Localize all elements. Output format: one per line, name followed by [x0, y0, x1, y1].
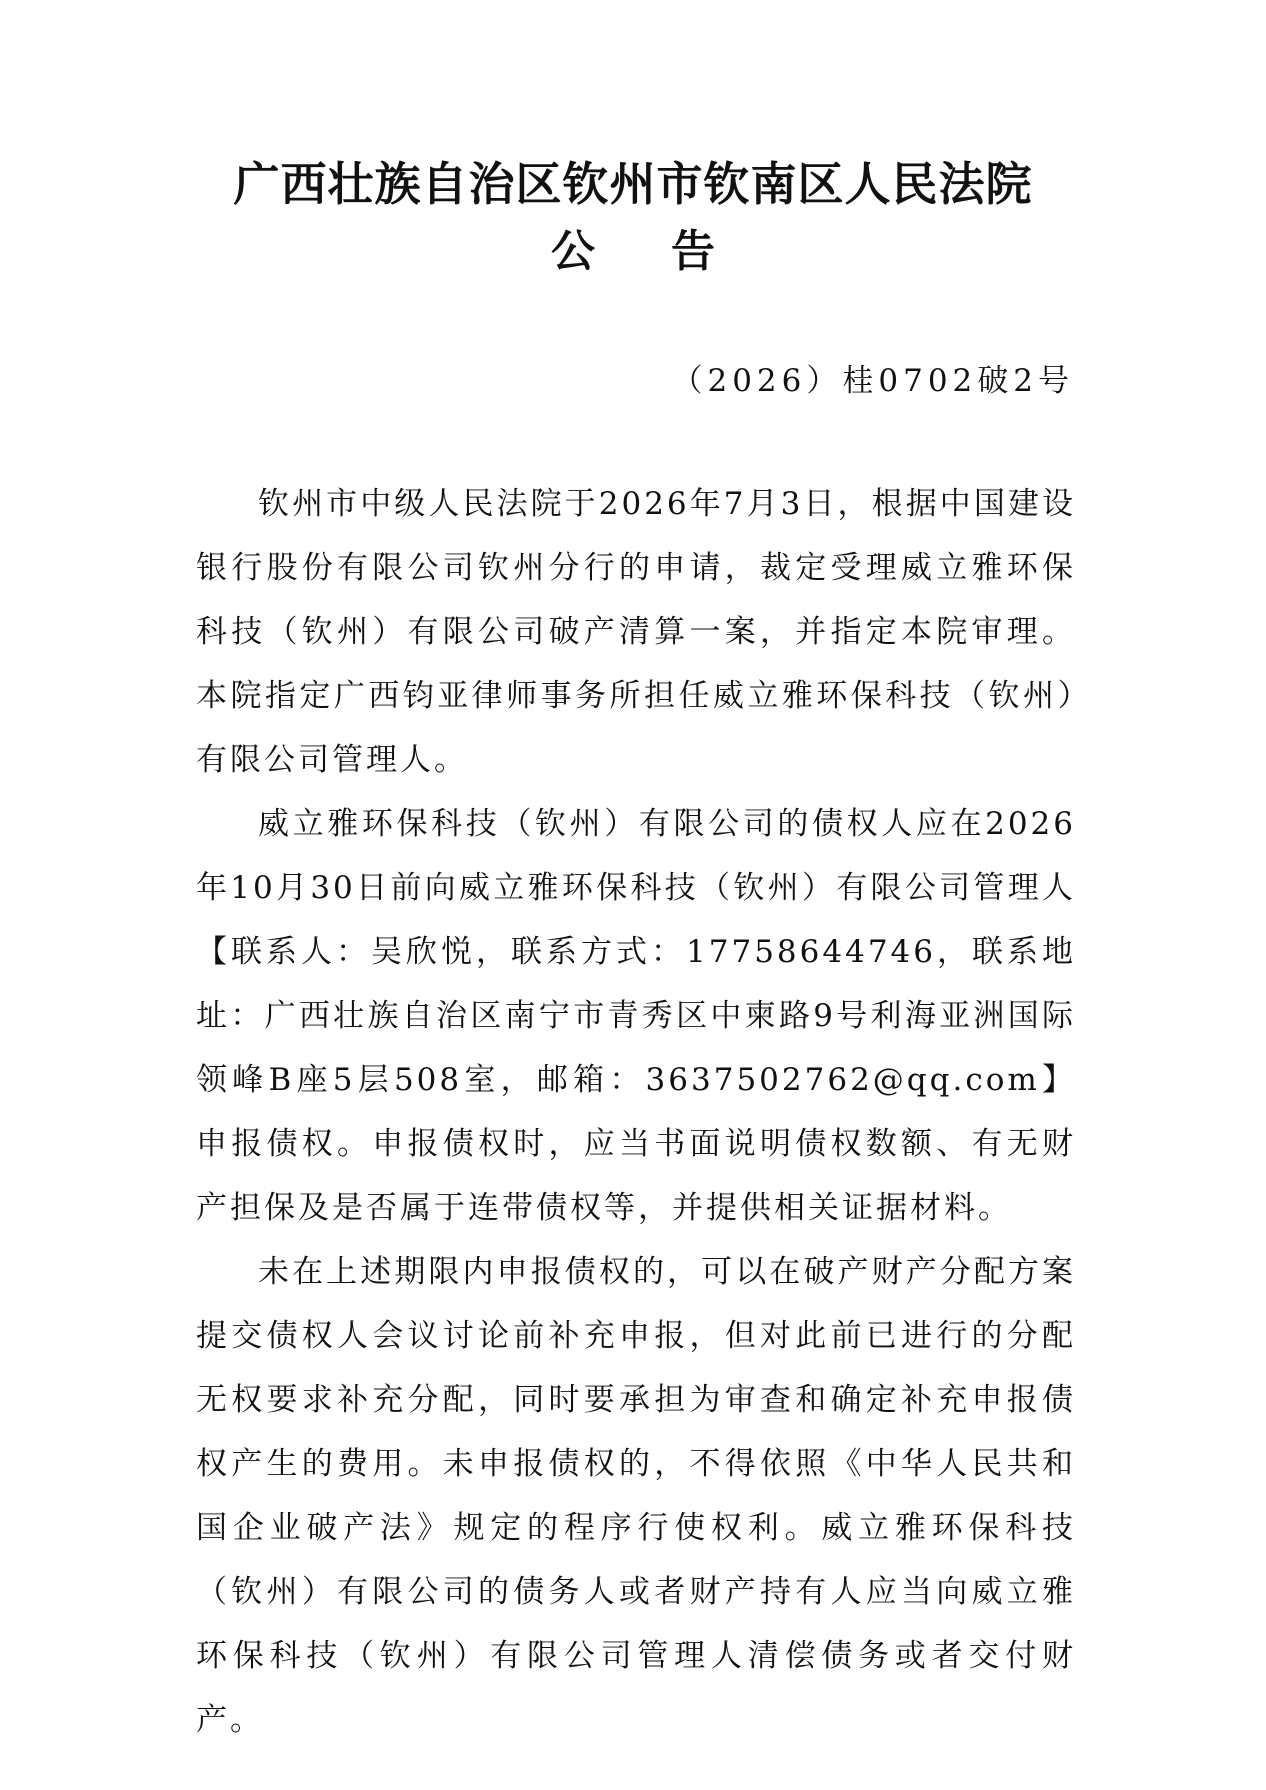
- document-type-title: [0, 220, 1266, 284]
- document-type-char: 公: [551, 226, 595, 277]
- court-name-title: 广西壮族自治区钦州市钦南区人民法院: [233, 157, 1033, 211]
- announcement-body: [196, 472, 1076, 1752]
- paragraph-acceptance: 钦州市中级人民法院于2026年7月3日，根据中国建设银行股份有限公司钦州分行的申请，裁定受理威立雅环保科技（钦州）有限公司破产清算一案，并指定本院审理。本院指定广西钧亚律师事务所担任威立雅环保科技（钦州）有限公司管理人。: [196, 486, 1076, 778]
- paragraph-late-claims: 未在上述期限内申报债权的，可以在破产财产分配方案提交债权人会议讨论前补充申报，但对此前已进行的分配无权要求补充分配，同时要承担为审查和确定补充申报债权产生的费用。未申报债权的，不得依照《中华人民共和国企业破产法》规定的程序行使权利。威立雅环保科技（钦州）有限公司的债务人或者财产持有人应当向威立雅环保科技（钦州）有限公司管理人清偿债务或者交付财产。: [196, 1254, 1076, 1738]
- case-number: （2026）桂0702破2号: [671, 363, 1074, 399]
- paragraph-claim-filing: 威立雅环保科技（钦州）有限公司的债权人应在2026年10月30日前向威立雅环保科技（钦州）有限公司管理人【联系人：吴欣悦，联系方式：17758644746，联系地址：广西壮族自治区南宁市青秀区中柬路9号利海亚洲国际领峰B座5层508室，邮箱：3637502762@qq.com】申报债权。申报债权时，应当书面说明债权数额、有无财产担保及是否属于连带债权等，并提供相关证据材料。: [196, 806, 1076, 1226]
- document-type-char: 告: [671, 226, 715, 277]
